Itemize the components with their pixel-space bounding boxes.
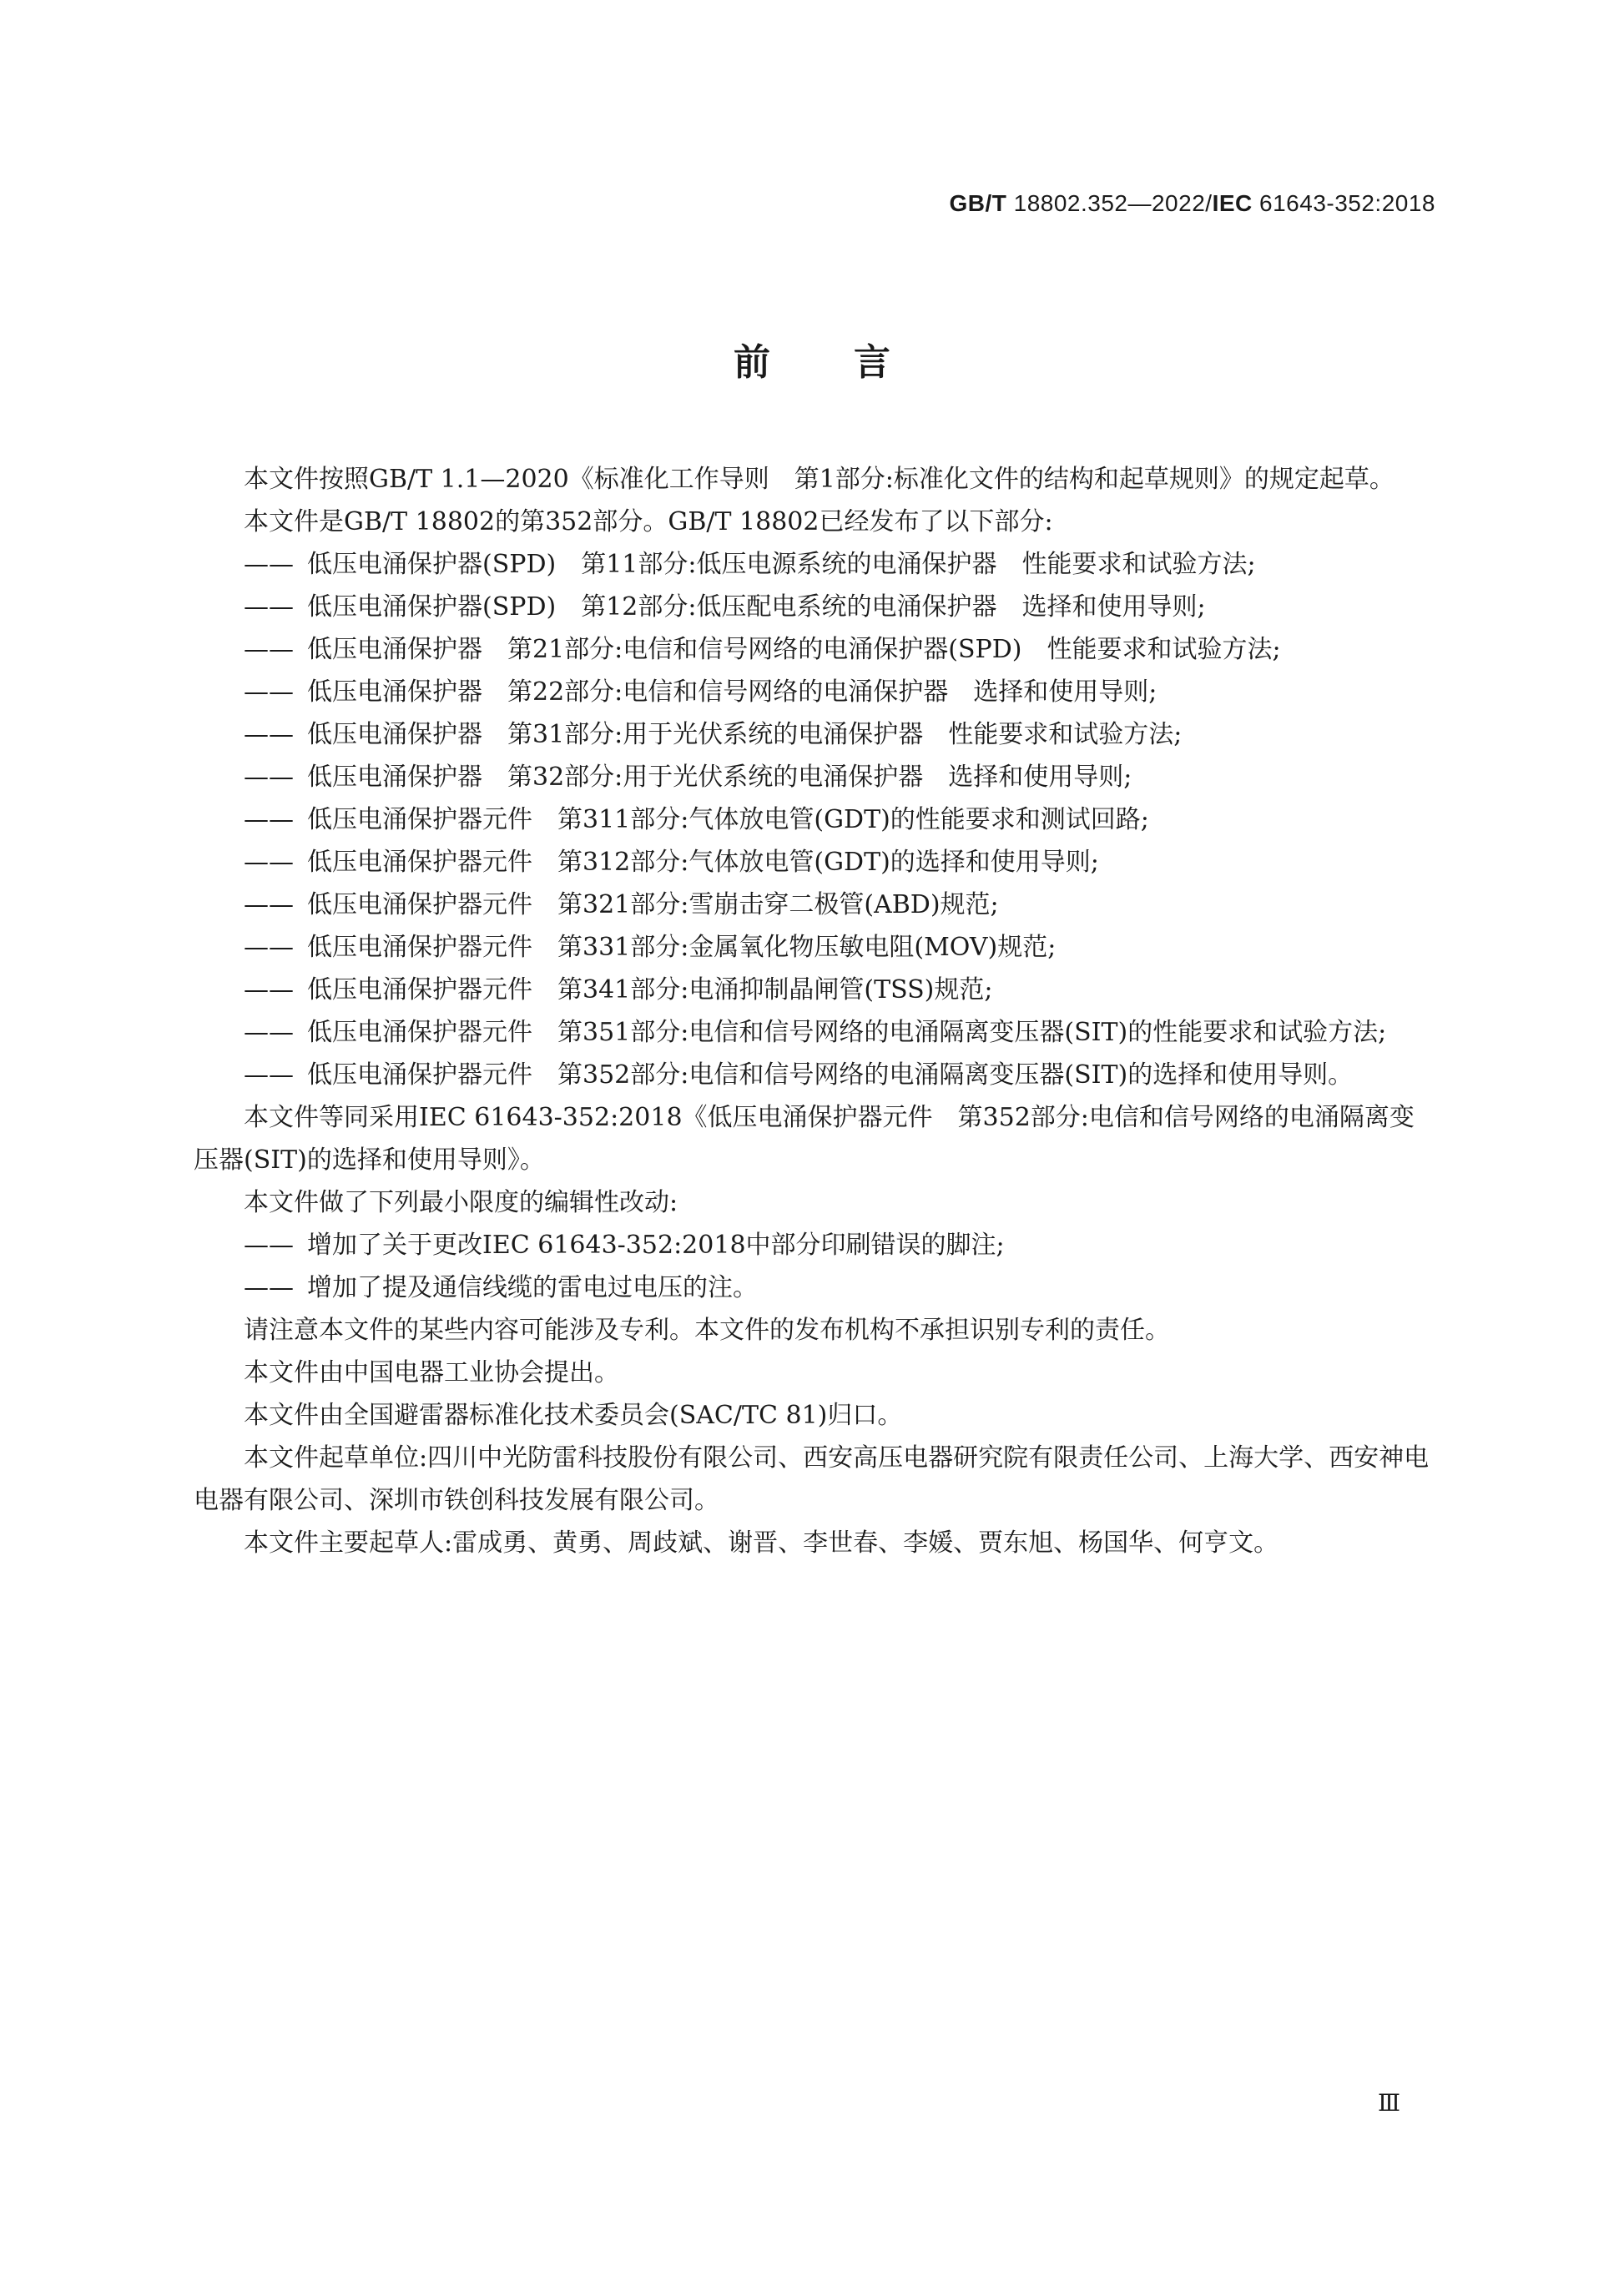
dash-marker: ——	[244, 1060, 294, 1090]
list-item-text: 低压电涌保护器元件 第331部分:金属氧化物压敏电阻(MOV)规范;	[307, 933, 1057, 962]
paragraph-proposer: 本文件由中国电器工业协会提出。	[244, 1358, 619, 1387]
header-gbt: GB/T	[949, 190, 1007, 216]
list-item-text: 增加了提及通信线缆的雷电过电压的注。	[307, 1273, 758, 1302]
paragraph-part-intro: 本文件是GB/T 18802的第352部分。GB/T 18802已经发布了以下部分:	[244, 507, 1053, 536]
dash-marker: ——	[244, 592, 294, 622]
list-item-text: 低压电涌保护器(SPD) 第11部分:低压电源系统的电涌保护器 性能要求和试验方法;	[307, 550, 1256, 579]
dash-marker: ——	[244, 805, 294, 834]
dash-marker: ——	[244, 635, 294, 664]
paragraph-drafting-units: 本文件起草单位:四川中光防雷科技股份有限公司、西安高压电器研究院有限责任公司、上海大学、西安神电电器有限公司、深圳市铁创科技发展有限公司。	[194, 1443, 1430, 1515]
list-item	[194, 671, 1437, 713]
list-item-text: 低压电涌保护器元件 第321部分:雪崩击穿二极管(ABD)规范;	[307, 890, 999, 919]
list-item-text: 低压电涌保护器 第21部分:电信和信号网络的电涌保护器(SPD) 性能要求和试验方法;	[307, 635, 1281, 664]
paragraph-editorial-changes: 本文件做了下列最小限度的编辑性改动:	[244, 1188, 678, 1217]
list-item	[194, 586, 1437, 628]
list-item	[194, 713, 1437, 756]
paragraph-technical-committee: 本文件由全国避雷器标准化技术委员会(SAC/TC 81)归口。	[244, 1401, 903, 1430]
standard-number-header	[949, 190, 1435, 217]
dash-marker: ——	[244, 890, 294, 919]
list-item	[194, 841, 1437, 884]
paragraph-drafting-rules: 本文件按照GB/T 1.1—2020《标准化工作导则 第1部分:标准化文件的结构和起草规则》的规定起草。	[244, 465, 1395, 494]
paragraph-drafters: 本文件主要起草人:雷成勇、黄勇、周歧斌、谢晋、李世春、李媛、贾东旭、杨国华、何亨文。	[244, 1528, 1279, 1558]
dash-marker: ——	[244, 550, 294, 579]
dash-marker: ——	[244, 1273, 294, 1302]
title-char-2: 言	[854, 341, 890, 384]
dash-marker: ——	[244, 720, 294, 749]
list-item-text: 低压电涌保护器 第31部分:用于光伏系统的电涌保护器 性能要求和试验方法;	[307, 720, 1183, 749]
list-item	[194, 628, 1437, 671]
paragraph-patent-notice: 请注意本文件的某些内容可能涉及专利。本文件的发布机构不承担识别专利的责任。	[244, 1316, 1170, 1345]
list-item-text: 低压电涌保护器元件 第351部分:电信和信号网络的电涌隔离变压器(SIT)的性能要求和试验方法;	[307, 1018, 1387, 1047]
list-item	[194, 798, 1437, 841]
paragraph-equivalence: 本文件等同采用IEC 61643-352:2018《低压电涌保护器元件 第352部分:电信和信号网络的电涌隔离变压器(SIT)的选择和使用导则》。	[194, 1103, 1415, 1175]
list-item	[194, 1054, 1437, 1096]
list-item-text: 低压电涌保护器元件 第312部分:气体放电管(GDT)的选择和使用导则;	[307, 848, 1099, 877]
title-char-1: 前	[734, 341, 770, 384]
page-title	[0, 332, 1624, 385]
list-item	[194, 969, 1437, 1011]
header-iec-number: 61643-352:2018	[1252, 190, 1435, 216]
foreword-body	[194, 458, 1437, 1564]
list-item	[194, 926, 1437, 969]
dash-marker: ——	[244, 1231, 294, 1260]
header-iec: IEC	[1212, 190, 1253, 216]
list-item	[194, 1266, 1437, 1309]
list-item	[194, 884, 1437, 926]
published-parts-list	[194, 543, 1437, 1096]
list-item-text: 低压电涌保护器元件 第352部分:电信和信号网络的电涌隔离变压器(SIT)的选择和使用导则。	[307, 1060, 1354, 1090]
list-item-text: 低压电涌保护器 第22部分:电信和信号网络的电涌保护器 选择和使用导则;	[307, 677, 1157, 707]
list-item	[194, 1224, 1437, 1266]
dash-marker: ——	[244, 677, 294, 707]
header-number: 18802.352—2022/	[1006, 190, 1213, 216]
editorial-changes-list	[194, 1224, 1437, 1309]
dash-marker: ——	[244, 933, 294, 962]
page-number: Ⅲ	[1377, 2089, 1400, 2117]
list-item-text: 低压电涌保护器(SPD) 第12部分:低压配电系统的电涌保护器 选择和使用导则;	[307, 592, 1206, 622]
list-item-text: 低压电涌保护器元件 第341部分:电涌抑制晶闸管(TSS)规范;	[307, 975, 993, 1004]
list-item	[194, 1011, 1437, 1054]
list-item	[194, 543, 1437, 586]
list-item	[194, 756, 1437, 798]
dash-marker: ——	[244, 1018, 294, 1047]
dash-marker: ——	[244, 763, 294, 792]
list-item-text: 增加了关于更改IEC 61643-352:2018中部分印刷错误的脚注;	[307, 1231, 1005, 1260]
list-item-text: 低压电涌保护器元件 第311部分:气体放电管(GDT)的性能要求和测试回路;	[307, 805, 1149, 834]
dash-marker: ——	[244, 848, 294, 877]
dash-marker: ——	[244, 975, 294, 1004]
list-item-text: 低压电涌保护器 第32部分:用于光伏系统的电涌保护器 选择和使用导则;	[307, 763, 1132, 792]
